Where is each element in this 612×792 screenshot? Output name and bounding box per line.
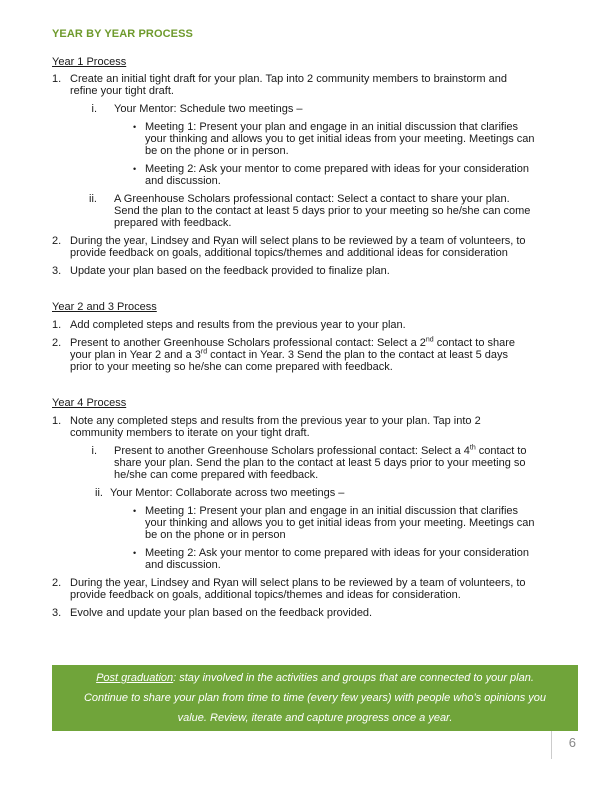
year1-item1-line2: refine your tight draft. bbox=[70, 85, 174, 97]
year4-item1-line2: community members to iterate on your tight draft. bbox=[70, 427, 310, 439]
year4-subitem-i-line1: Present to another Greenhouse Scholars professional contact: Select a 4th contact to bbox=[114, 444, 527, 457]
year1-item1-line1: Create an initial tight draft for your plan. Tap into 2 community members to brainstorm and bbox=[70, 73, 507, 85]
year4-subitem-i-number: i. bbox=[91, 445, 97, 457]
callout-line3: value. Review, iterate and capture progress once a year. bbox=[177, 712, 453, 724]
year1-item2-line2: provide feedback on goals, additional topics/themes and additional ideas for consideration bbox=[70, 247, 508, 259]
year4-item3-text: Evolve and update your plan based on the feedback provided. bbox=[70, 607, 373, 619]
year4-title: Year 4 Process bbox=[52, 397, 127, 409]
year4-subitem-ii-number: ii. bbox=[95, 487, 103, 499]
year4-meeting2-line2: and discussion. bbox=[145, 559, 221, 571]
year1-subitem-ii-number: ii. bbox=[89, 193, 97, 205]
year1-meeting2-line1: Meeting 2: Ask your mentor to come prepared with ideas for your consideration bbox=[145, 163, 529, 175]
year4-subitem-ii-text: Your Mentor: Collaborate across two meetings – bbox=[110, 487, 345, 499]
page-number-divider bbox=[551, 731, 552, 759]
bullet-icon: • bbox=[133, 122, 137, 132]
year4-meeting1-line2: your thinking and allows you to get initial ideas from your meeting. Meetings can bbox=[145, 517, 535, 529]
year4-item2-line1: During the year, Lindsey and Ryan will select plans to be reviewed by a team of volunteers, to bbox=[70, 577, 526, 589]
year1-subitem-i-text: Your Mentor: Schedule two meetings – bbox=[114, 103, 303, 115]
bullet-icon: • bbox=[133, 548, 137, 558]
callout-line1: Post graduation: stay involved in the activities and groups that are connected to your plan. bbox=[96, 672, 534, 684]
year1-meeting1-line2: your thinking and allows you to get initial ideas from your meeting. Meetings can bbox=[145, 133, 535, 145]
year4-item2-line2: provide feedback on goals, additional topics/themes and ideas for consideration. bbox=[70, 589, 461, 601]
page-heading: YEAR BY YEAR PROCESS bbox=[52, 28, 193, 40]
year4-subitem-i-line3: he/she can come prepared with feedback. bbox=[114, 469, 319, 481]
year4-meeting1-line3: be on the phone or in person bbox=[145, 529, 286, 541]
year4-meeting1-line1: Meeting 1: Present your plan and engage in an initial discussion that clarifies bbox=[145, 505, 519, 517]
year1-subitem-ii-line2: Send the plan to the contact at least 5 days prior to your meeting so he/she can come bbox=[114, 205, 531, 217]
year23-item2-line2: your plan in Year 2 and a 3rd contact in Year. 3 Send the plan to the contact at least 5 days bbox=[70, 348, 509, 361]
year23-item2-line1: Present to another Greenhouse Scholars professional contact: Select a 2nd contact to share bbox=[70, 336, 516, 349]
year1-item3-text: Update your plan based on the feedback provided to finalize plan. bbox=[70, 265, 390, 277]
page-number: 6 bbox=[568, 735, 576, 750]
year1-meeting2-line2: and discussion. bbox=[145, 175, 221, 187]
year4-subitem-i-line2: share your plan. Send the plan to the contact at least 5 days prior to your meeting so bbox=[114, 457, 526, 469]
year1-meeting1-line1: Meeting 1: Present your plan and engage in an initial discussion that clarifies bbox=[145, 121, 519, 133]
year1-title: Year 1 Process bbox=[52, 56, 127, 68]
year23-item2-line3: prior to your meeting so he/she can come prepared with feedback. bbox=[70, 361, 393, 373]
callout-line2: Continue to share your plan from time to time (every few years) with people who’s opinions you bbox=[83, 692, 547, 704]
year23-item1-number: 1. bbox=[52, 319, 62, 331]
post-graduation-callout bbox=[52, 665, 578, 731]
year1-subitem-i-number: i. bbox=[91, 103, 97, 115]
bullet-icon: • bbox=[133, 164, 137, 174]
year1-subitem-ii-line1: A Greenhouse Scholars professional contact: Select a contact to share your plan. bbox=[114, 193, 510, 205]
year4-item2-number: 2. bbox=[52, 577, 62, 589]
year4-item1-line1: Note any completed steps and results from the previous year to your plan. Tap into 2 bbox=[70, 415, 481, 427]
year23-item1-text: Add completed steps and results from the previous year to your plan. bbox=[70, 319, 406, 331]
year1-subitem-ii-line3: prepared with feedback. bbox=[114, 217, 232, 229]
year4-meeting2-line1: Meeting 2: Ask your mentor to come prepared with ideas for your consideration bbox=[145, 547, 529, 559]
bullet-icon: • bbox=[133, 506, 137, 516]
year1-meeting1-line3: be on the phone or in person. bbox=[145, 145, 289, 157]
year1-item1-number: 1. bbox=[52, 73, 62, 85]
year23-item2-number: 2. bbox=[52, 337, 62, 349]
year1-item2-line1: During the year, Lindsey and Ryan will select plans to be reviewed by a team of volunteers, to bbox=[70, 235, 526, 247]
year23-title: Year 2 and 3 Process bbox=[52, 301, 157, 313]
year1-item2-number: 2. bbox=[52, 235, 62, 247]
year1-item3-number: 3. bbox=[52, 265, 62, 277]
callout-lead: Post graduation bbox=[96, 672, 174, 684]
year4-item1-number: 1. bbox=[52, 415, 62, 427]
year4-item3-number: 3. bbox=[52, 607, 62, 619]
